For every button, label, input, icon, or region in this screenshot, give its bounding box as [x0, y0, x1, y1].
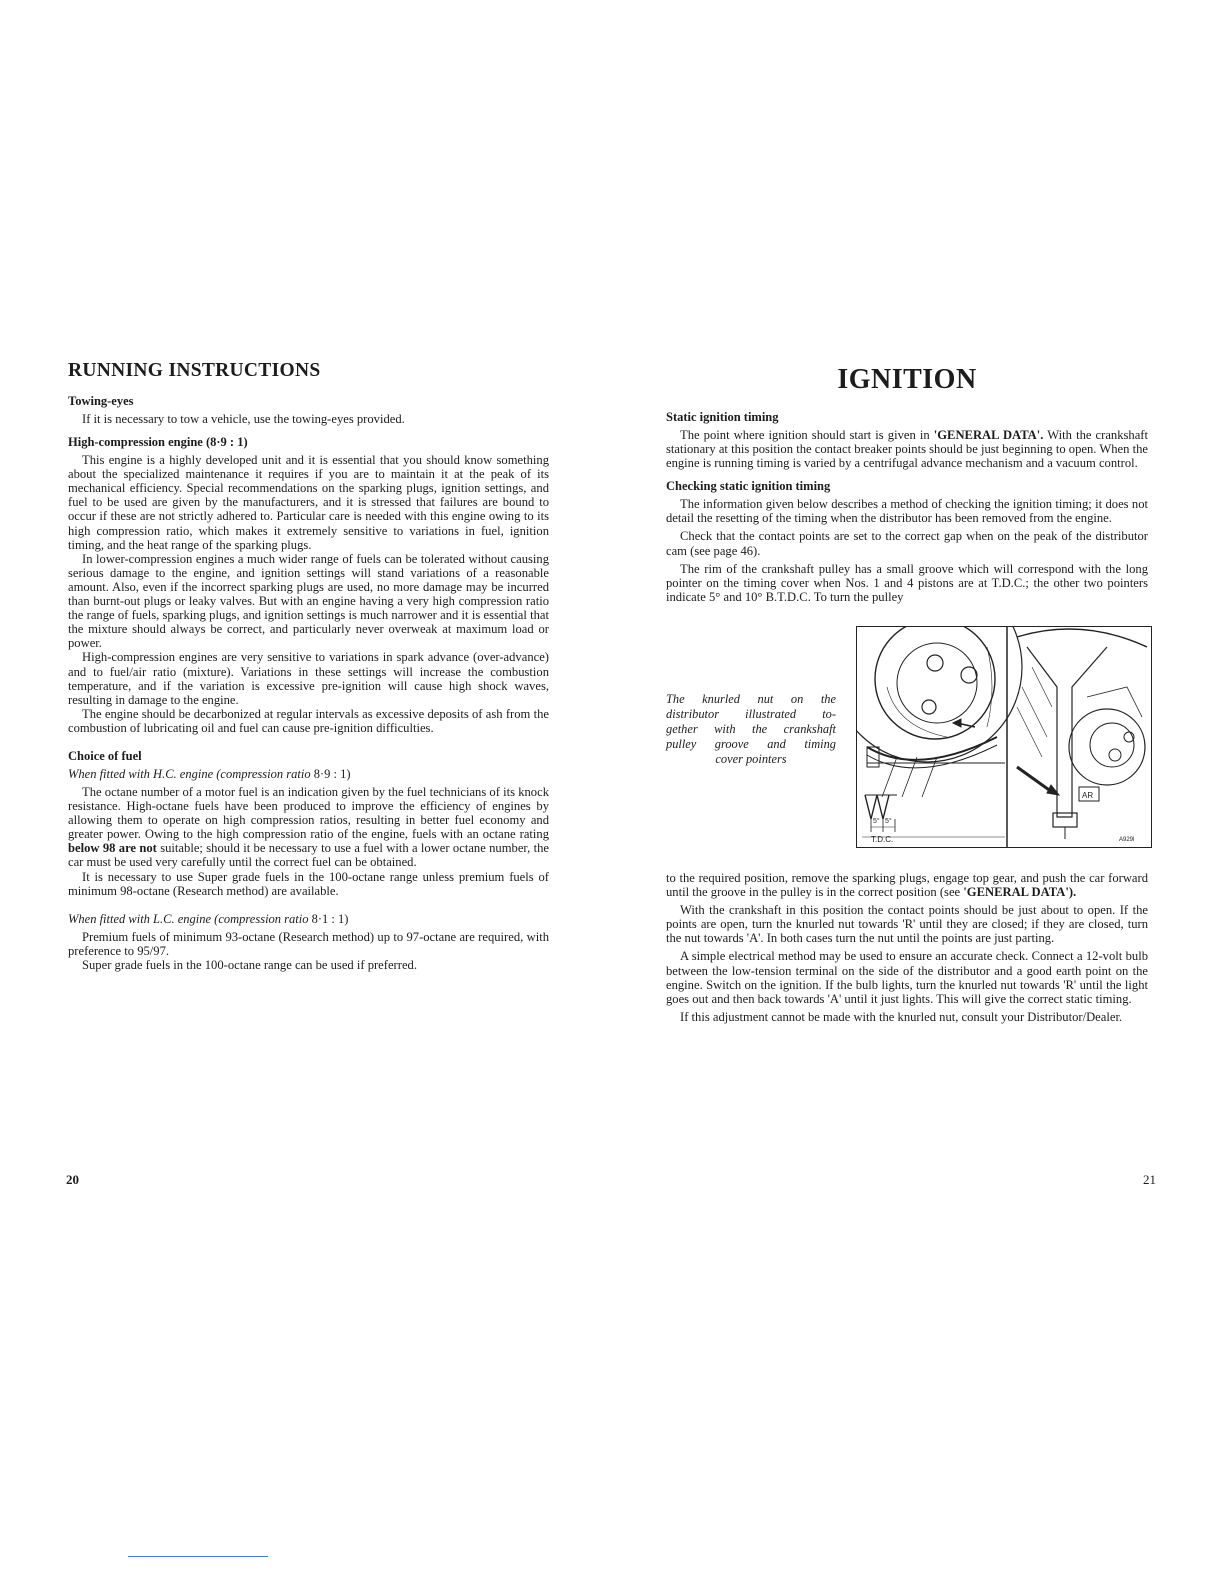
fuel-p1-text-b: suitable; should it be necessary to use a fuel with a lower octane number, the car must be used very carefully until the correct fuel can be obtained.	[68, 841, 549, 870]
lc-subheading-a: When fitted with L.C. engine	[68, 911, 212, 926]
pulley-drawing	[857, 627, 1022, 837]
lc-subheading-c: 8·1 : 1)	[311, 911, 349, 926]
link-underline	[128, 1556, 268, 1557]
static-timing-heading: Static ignition timing	[666, 410, 779, 424]
figure-caption	[666, 692, 836, 767]
caption-line: cover pointers	[715, 751, 787, 766]
static-p-bold: 'GENERAL DATA'.	[933, 428, 1044, 442]
lc-subheading-b: (compression ratio	[214, 911, 309, 926]
cont-p1-text-a: to the required position, remove the sparking plugs, engage top gear, and push the car forward until the groove in the pulley is in the correct position (see	[666, 870, 1148, 900]
hc-subheading-b: (compression ratio	[216, 766, 311, 781]
continue-paragraph-3: A simple electrical method may be used to ensure an accurate check. Connect a 12-volt bulb between the low-tension terminal on the side of the distributor and a good earth point on the engine. Switch on the ignition. If the bulb lights, turn the knurled nut towards 'R' until the light goes out and then back towards 'A' until it just lights. This will give the correct static timing.	[666, 949, 1148, 1006]
fuel-paragraph-1	[68, 785, 549, 870]
distributor-illustration	[856, 626, 1152, 848]
hc-subheading-c: 8·9 : 1)	[313, 766, 351, 781]
towing-eyes-text: If it is necessary to tow a vehicle, use the towing-eyes provided.	[82, 412, 405, 426]
figure-row	[666, 626, 1148, 851]
check-paragraph-2: Check that the contact points are set to the correct gap when on the peak of the distributor cam (see page 46).	[666, 529, 1148, 558]
fuel-p1-text-a: The octane number of a motor fuel is an indication given by the fuel technicians of its knock resistance. High-octane fuels have been produced to improve the efficiency of engines by allowing them to operate on high compression ratios, resulting in better fuel economy and greater power. Owing to the high compression ratio of the engine, fuels with an octane rating	[68, 784, 549, 842]
hc-subheading-a: When fitted with H.C. engine	[68, 766, 214, 781]
static-p-text-b: With the crankshaft stationary at this position the contact breaker points should be just beginning to open. When the engine is running timing is varied by a centrifugal advance mechanism and a vacuum control.	[666, 428, 1149, 471]
ignition-title: IGNITION	[837, 364, 977, 395]
hc-paragraph-4: The engine should be decarbonized at regular intervals as excessive deposits of ash from the combustion of lubricating oil and fuel can cause pre-ignition difficulties.	[68, 706, 549, 735]
illustration-svg	[857, 627, 1151, 847]
caption-line: The knurled nut on the	[666, 691, 836, 706]
continue-paragraph-4: If this adjustment cannot be made with the knurled nut, consult your Distributor/Dealer.	[680, 1009, 1123, 1024]
running-instructions-title: RUNNING INSTRUCTIONS	[68, 360, 321, 381]
caption-line: distributor illustrated to-	[666, 706, 836, 721]
hc-paragraph-1: This engine is a highly developed unit and it is essential that you should know something about the specialized maintenance it requires if you are to maintain it at the peak of its mechanical efficiency. Special recommendations on the sparking plugs, ignition settings, and fuel to be used are given by the manufacturers, and it is stressed that failures are bound to occur if these are not strictly adhered to. Particular care is needed with this engine owing to its high compression ratio, which makes it extremely sensitive to variations in fuel, ignition timing, and the heat range of the sparking plugs.	[68, 453, 549, 552]
page-number-right: 21	[1143, 1172, 1156, 1187]
lc-paragraph-2: Super grade fuels in the 100-octane range can be used if preferred.	[82, 957, 417, 972]
hc-subheading	[68, 767, 549, 782]
lc-subheading	[68, 912, 549, 927]
label-5deg-a: 5°	[873, 817, 880, 825]
continue-paragraph-2: With the crankshaft in this position the contact points should be just about to open. If the points are open, turn the knurled nut towards 'R' until they are closed; if they are closed, turn the nut towards 'A'. In both cases turn the nut until the points are just parting.	[666, 903, 1148, 946]
label-figure-code: A929l	[1119, 836, 1135, 843]
static-timing-paragraph	[666, 428, 1148, 470]
label-ar: AR	[1082, 790, 1094, 800]
cont-p1-bold: 'GENERAL DATA').	[963, 885, 1077, 900]
label-5deg-b: 5°	[885, 817, 892, 825]
fuel-p1-bold: below 98 are not	[68, 841, 157, 856]
hc-paragraph-3: High-compression engines are very sensitive to variations in spark advance (over-advance) and to fuel/air ratio (mixture). Variations in these settings will increase the combustion temperature, and if the variation is excessive pre-ignition will cause high shock waves, resulting in damage to the engine.	[68, 650, 549, 707]
label-tdc: T.D.C.	[871, 834, 894, 844]
right-column	[666, 360, 1148, 1024]
distributor-drawing	[1017, 629, 1147, 839]
lc-paragraph-1: Premium fuels of minimum 93-octane (Research method) up to 97-octane are required, with preference to 95/97.	[68, 929, 549, 958]
right-page	[612, 0, 1224, 1584]
caption-line: pulley groove and timing	[666, 736, 836, 751]
static-p-text-a: The point where ignition should start is given in	[680, 428, 930, 442]
caption-line: gether with the crankshaft	[666, 721, 836, 736]
check-paragraph-3: The rim of the crankshaft pulley has a small groove which will correspond with the long pointer on the timing cover when Nos. 1 and 4 pistons are at T.D.C.; the other two pointers indicate 5° and 10° B.T.D.C. To turn the pulley	[666, 561, 1148, 604]
check-paragraph-1: The information given below describes a method of checking the ignition timing; it does not detail the resetting of the timing when the distributor has been removed from the engine.	[666, 497, 1148, 526]
page-number-left: 20	[66, 1172, 79, 1187]
continue-paragraph-1	[666, 871, 1148, 899]
left-column	[68, 360, 549, 972]
high-compression-heading: High-compression engine (8·9 : 1)	[68, 435, 248, 450]
fuel-paragraph-2: It is necessary to use Super grade fuels in the 100-octane range unless premium fuels of minimum 98-octane (Research method) are available.	[68, 869, 549, 898]
checking-timing-heading: Checking static ignition timing	[666, 479, 831, 494]
hc-paragraph-2: In lower-compression engines a much wider range of fuels can be tolerated without causing serious damage to the engine, and ignition settings will stand variations of a reasonable amount. Also, even if the incorrect sparking plugs are used, no more damage may be incurred than burnt-out plugs or leaky valves. But with an engine having a very high compression ratio the range of fuels, sparking plugs, and ignition settings is much narrower and it is essential that the mixture should always be correct, and particularly never overweak at maximum load or power.	[68, 551, 549, 651]
towing-eyes-heading: Towing-eyes	[68, 394, 134, 408]
choice-of-fuel-heading: Choice of fuel	[68, 748, 142, 763]
